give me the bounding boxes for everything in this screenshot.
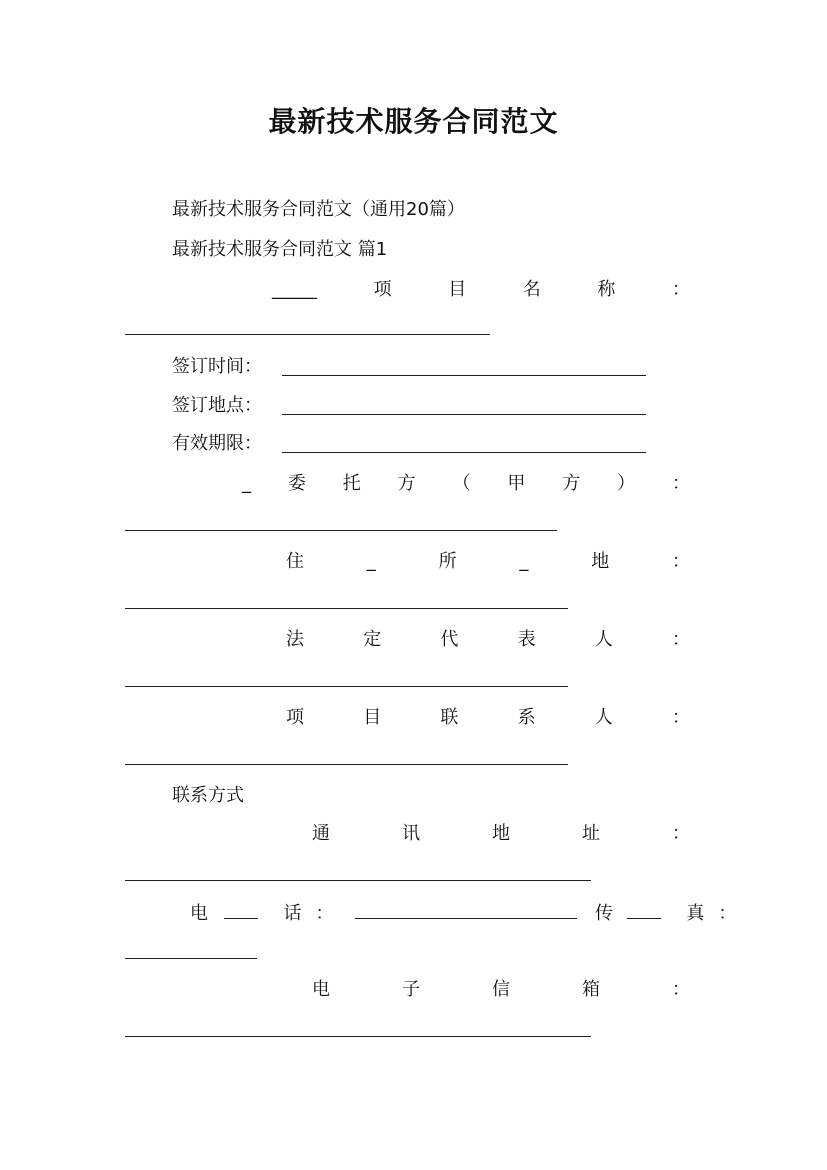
- label-char: _: [519, 551, 529, 572]
- label-char: 方: [562, 473, 581, 494]
- legal-rep-blank[interactable]: [125, 686, 568, 687]
- label-char: ：: [672, 979, 690, 1000]
- sign-time-blank[interactable]: [282, 375, 646, 376]
- label-char: 项: [373, 279, 392, 300]
- label-char: 代: [440, 629, 459, 650]
- valid-period-label: 有效期限：: [172, 433, 262, 454]
- client-label: [242, 472, 690, 496]
- phone-label: 电: [190, 903, 208, 924]
- client-blank[interactable]: [125, 530, 557, 531]
- label-char: 住: [286, 551, 304, 572]
- label-char: 电: [312, 979, 330, 1000]
- phone-fax-row: [190, 900, 750, 926]
- label-char: 箱: [582, 979, 600, 1000]
- label-char: ：: [671, 707, 690, 728]
- label-char: 名: [522, 279, 541, 300]
- label-char: _____: [272, 279, 317, 300]
- label-char: ）: [617, 473, 636, 494]
- fax-label-blank: [627, 900, 661, 919]
- label-char: _: [242, 473, 251, 494]
- label-char: ：: [672, 473, 690, 494]
- label-char: 法: [286, 629, 304, 650]
- label-char: 项: [286, 707, 304, 728]
- label-char: 子: [402, 979, 420, 1000]
- legal-rep-label: [286, 628, 690, 652]
- section-heading: 最新技术服务合同范文 篇1: [172, 239, 388, 260]
- label-char: 人: [594, 629, 613, 650]
- label-char: 所: [438, 551, 457, 572]
- label-char: 定: [363, 629, 382, 650]
- label-char: 联: [440, 707, 459, 728]
- label-char: _: [366, 551, 376, 572]
- label-char: 目: [363, 707, 382, 728]
- project-name-blank[interactable]: [125, 334, 490, 335]
- phone-blank[interactable]: [355, 900, 577, 919]
- mail-address-blank[interactable]: [125, 880, 591, 881]
- label-char: 信: [492, 979, 510, 1000]
- label-char: （: [452, 473, 471, 494]
- label-char: ：: [672, 823, 690, 844]
- label-char: 称: [597, 279, 616, 300]
- label-char: 表: [517, 629, 536, 650]
- label-char: 方: [397, 473, 416, 494]
- sign-time-label: 签订时间：: [172, 356, 262, 377]
- label-char: 目: [448, 279, 467, 300]
- address-label: [286, 550, 690, 574]
- phone-label-2: 话：: [283, 903, 348, 924]
- contact-person-label: [286, 706, 690, 730]
- label-char: 地: [492, 823, 510, 844]
- label-char: 委: [287, 473, 306, 494]
- document-subtitle: 最新技术服务合同范文（通用20篇）: [172, 199, 465, 220]
- fax-label: 传: [594, 903, 613, 924]
- valid-period-blank[interactable]: [282, 452, 646, 453]
- document-title: 最新技术服务合同范文: [268, 105, 559, 138]
- contact-person-blank[interactable]: [125, 764, 568, 765]
- sign-place-label: 签订地点：: [172, 395, 262, 416]
- sign-place-blank[interactable]: [282, 414, 646, 415]
- fax-blank[interactable]: [125, 958, 257, 959]
- project-name-label: [272, 278, 690, 302]
- fax-label-2: 真：: [686, 903, 751, 924]
- phone-label-blank: [224, 900, 258, 919]
- label-char: 址: [582, 823, 600, 844]
- label-char: 人: [594, 707, 613, 728]
- mail-address-label: [312, 822, 690, 846]
- label-char: ：: [671, 629, 690, 650]
- label-char: 甲: [507, 473, 526, 494]
- label-char: 通: [312, 823, 330, 844]
- email-label: [312, 978, 690, 1002]
- label-char: 系: [517, 707, 536, 728]
- contact-method-heading: 联系方式: [172, 785, 244, 806]
- address-blank[interactable]: [125, 608, 568, 609]
- label-char: 托: [342, 473, 361, 494]
- label-char: ：: [671, 551, 690, 572]
- label-char: 讯: [402, 823, 420, 844]
- email-blank[interactable]: [125, 1036, 591, 1037]
- label-char: ：: [671, 279, 690, 300]
- label-char: 地: [591, 551, 610, 572]
